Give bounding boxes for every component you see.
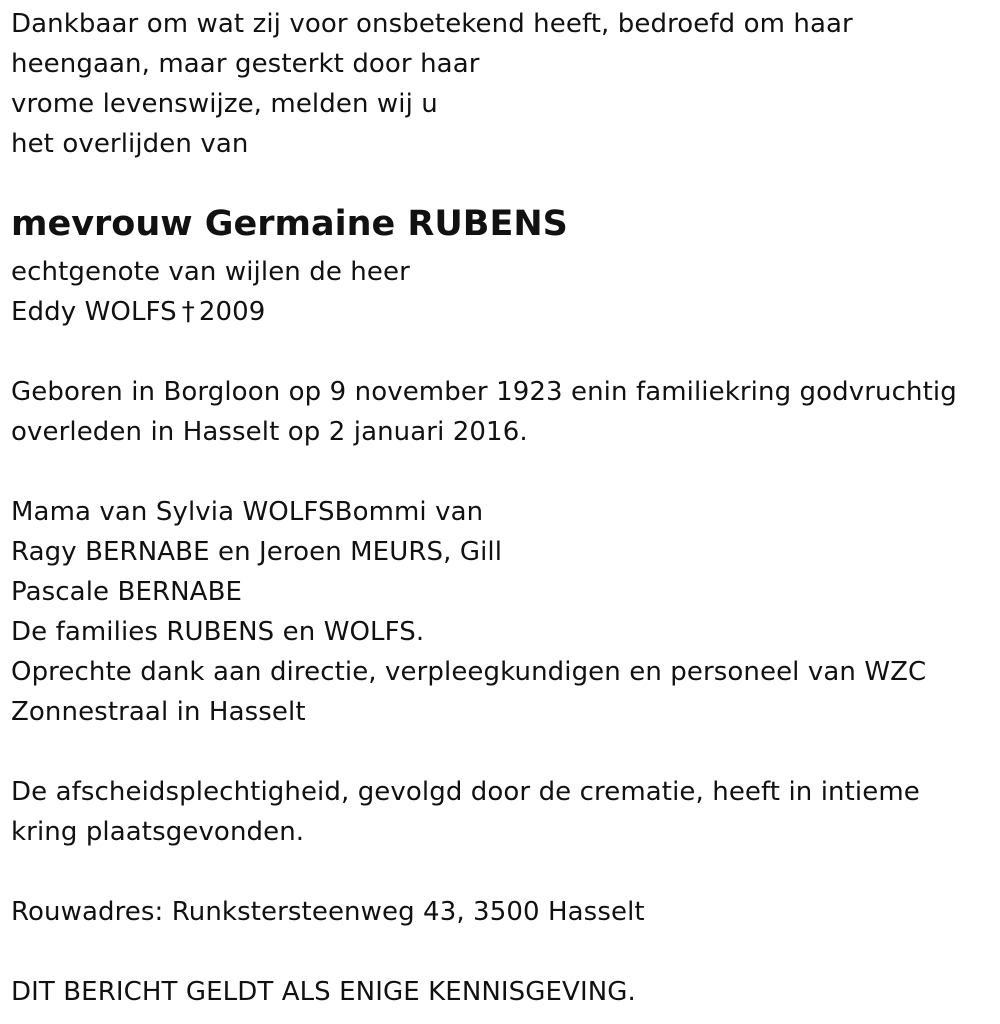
ceremony-paragraph: [11, 772, 991, 852]
deceased-name: mevrouw Germaine RUBENS: [11, 204, 568, 244]
family-line: Oprechte dank aan directie, verpleegkundigen en personeel van WZC: [11, 657, 927, 687]
spouse-name-line: [11, 292, 991, 332]
family-line: Zonnestraal in Hasselt: [11, 697, 306, 727]
birth-death-paragraph: [11, 372, 991, 452]
ceremony-line: kring plaatsgevonden.: [11, 817, 305, 847]
intro-line: het overlijden van: [11, 129, 249, 159]
intro-paragraph: [11, 4, 991, 164]
family-paragraph: [11, 492, 991, 732]
family-line: De families RUBENS en WOLFS.: [11, 617, 425, 647]
birth-death-line: Geboren in Borgloon op 9 november 1923 enin familiekring godvruchtig: [11, 377, 957, 407]
family-line: Pascale BERNABE: [11, 577, 243, 607]
birth-death-line: overleden in Hasselt op 2 januari 2016.: [11, 417, 528, 447]
death-notice: [11, 4, 991, 1012]
spouse-year: 2009: [198, 297, 266, 327]
spouse-name: Eddy WOLFS: [11, 297, 177, 327]
intro-line: heengaan, maar gesterkt door haar: [11, 49, 480, 79]
family-line: Ragy BERNABE en Jeroen MEURS, Gill: [11, 537, 503, 567]
official-notice: DIT BERICHT GELDT ALS ENIGE KENNISGEVING.: [11, 977, 636, 1007]
cross-icon: †: [181, 297, 195, 327]
intro-line: Dankbaar om wat zij voor onsbetekend heeft, bedroefd om haar: [11, 9, 853, 39]
spouse-line: echtgenote van wijlen de heer: [11, 257, 410, 287]
spouse-block: [11, 252, 991, 332]
ceremony-line: De afscheidsplechtigheid, gevolgd door de crematie, heeft in intieme: [11, 777, 920, 807]
family-line: Mama van Sylvia WOLFSBommi van: [11, 497, 484, 527]
mourning-address: Rouwadres: Runkstersteenweg 43, 3500 Hasselt: [11, 897, 645, 927]
intro-line: vrome levenswijze, melden wij u: [11, 89, 438, 119]
